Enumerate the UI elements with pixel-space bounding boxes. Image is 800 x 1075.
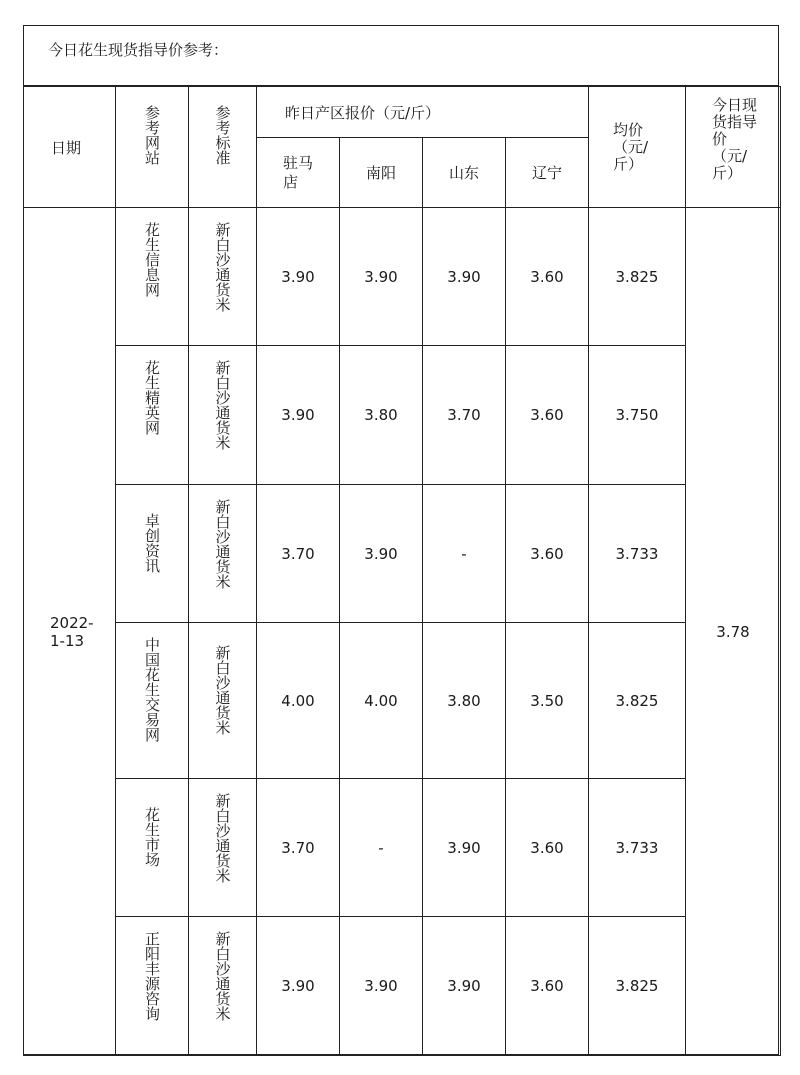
table-row <box>24 917 781 1056</box>
header-standard <box>189 87 257 208</box>
price-shandong: 3.90 <box>423 208 506 346</box>
price-zhumadian: 3.90 <box>257 917 340 1056</box>
site-cell <box>116 485 189 623</box>
price-average: 3.733 <box>589 779 686 917</box>
site-name: 花生精英网 <box>143 360 161 435</box>
header-regions-group: 昨日产区报价（元/斤） <box>257 87 589 138</box>
standard-name: 新白沙通货米 <box>213 645 232 735</box>
date-value: 2022-1-13 <box>50 613 94 650</box>
price-liaoning: 3.60 <box>506 346 589 485</box>
standard-cell <box>189 208 257 346</box>
site-name: 中国花生交易网 <box>143 637 161 742</box>
header-average-label: 均价（元/斤） <box>613 120 649 173</box>
header-region-shandong: 山东 <box>423 138 506 208</box>
today-price-value: 3.78 <box>686 208 781 1056</box>
standard-cell <box>189 346 257 485</box>
standard-name: 新白沙通货米 <box>213 931 232 1021</box>
standard-name: 新白沙通货米 <box>213 360 232 450</box>
price-average: 3.750 <box>589 346 686 485</box>
site-cell <box>116 346 189 485</box>
site-cell <box>116 623 189 779</box>
price-zhumadian: 3.90 <box>257 208 340 346</box>
table-row <box>24 623 781 779</box>
site-cell <box>116 779 189 917</box>
standard-cell <box>189 917 257 1056</box>
header-site-label: 参考网站 <box>143 105 161 165</box>
price-average: 3.825 <box>589 623 686 779</box>
price-nanyang: 3.90 <box>340 208 423 346</box>
standard-name: 新白沙通货米 <box>213 793 232 883</box>
header-region-liaoning: 辽宁 <box>506 138 589 208</box>
standard-cell <box>189 485 257 623</box>
price-shandong: 3.90 <box>423 779 506 917</box>
price-liaoning: 3.60 <box>506 917 589 1056</box>
page-title: 今日花生现货指导价参考： <box>48 41 229 59</box>
price-nanyang: 3.90 <box>340 485 423 623</box>
site-name: 卓创资讯 <box>143 513 161 573</box>
price-liaoning: 3.50 <box>506 623 589 779</box>
price-zhumadian: 3.90 <box>257 346 340 485</box>
price-liaoning: 3.60 <box>506 208 589 346</box>
price-shandong: - <box>423 485 506 623</box>
header-today-price <box>686 87 781 208</box>
header-region-nanyang: 南阳 <box>340 138 423 208</box>
site-cell <box>116 917 189 1056</box>
standard-name: 新白沙通货米 <box>213 499 232 589</box>
price-nanyang: 3.80 <box>340 346 423 485</box>
date-cell <box>24 208 116 1056</box>
price-average: 3.825 <box>589 917 686 1056</box>
site-name: 花生市场 <box>143 807 161 867</box>
standard-name: 新白沙通货米 <box>213 222 232 312</box>
price-average: 3.733 <box>589 485 686 623</box>
standard-cell <box>189 779 257 917</box>
price-nanyang: 3.90 <box>340 917 423 1056</box>
site-name: 花生信息网 <box>143 222 161 297</box>
header-row-top <box>24 87 781 138</box>
price-zhumadian: 3.70 <box>257 485 340 623</box>
header-today-price-label: 今日现货指导价（元/斤） <box>712 96 758 182</box>
table-row <box>24 346 781 485</box>
price-shandong: 3.70 <box>423 346 506 485</box>
header-standard-label: 参考标准 <box>213 105 232 165</box>
standard-cell <box>189 623 257 779</box>
header-region-zhumadian-label: 驻马店 <box>283 153 314 191</box>
price-zhumadian: 4.00 <box>257 623 340 779</box>
price-zhumadian: 3.70 <box>257 779 340 917</box>
site-cell <box>116 208 189 346</box>
price-liaoning: 3.60 <box>506 485 589 623</box>
table-row <box>24 208 781 346</box>
table-row <box>24 779 781 917</box>
header-date: 日期 <box>24 87 116 208</box>
site-name: 正阳丰源咨询 <box>143 931 161 1021</box>
table-row <box>24 485 781 623</box>
price-nanyang: 4.00 <box>340 623 423 779</box>
header-average <box>589 87 686 208</box>
price-table <box>23 86 781 1056</box>
price-liaoning: 3.60 <box>506 779 589 917</box>
price-shandong: 3.80 <box>423 623 506 779</box>
header-site <box>116 87 189 208</box>
price-average: 3.825 <box>589 208 686 346</box>
price-nanyang: - <box>340 779 423 917</box>
header-region-zhumadian <box>257 138 340 208</box>
price-shandong: 3.90 <box>423 917 506 1056</box>
